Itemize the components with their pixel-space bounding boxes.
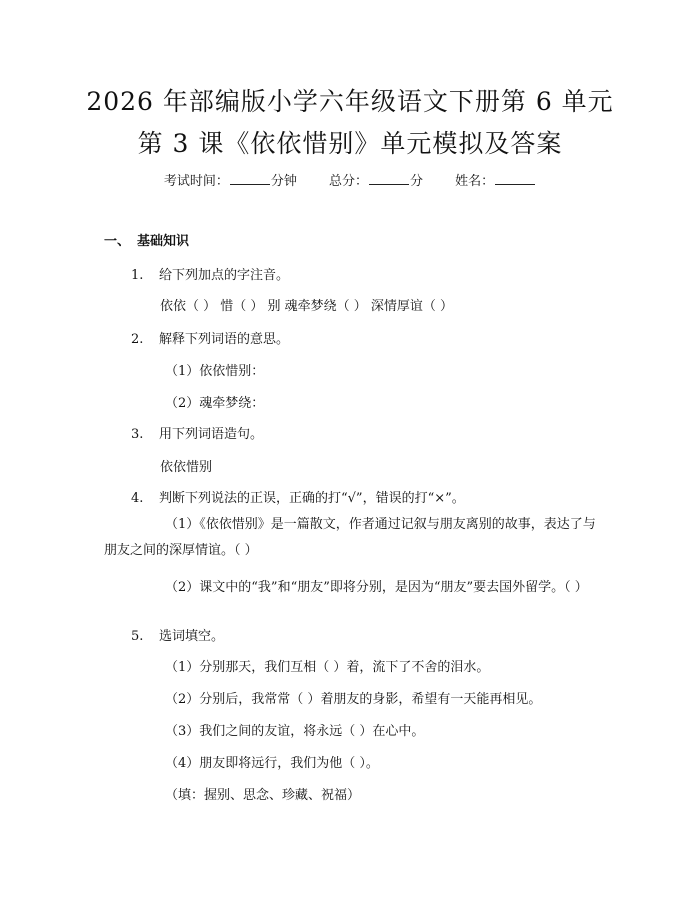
exam-time: [164, 170, 297, 189]
exam-meta: [0, 170, 700, 189]
exam-name-label: 姓名：: [455, 174, 495, 189]
question-text: 选词填空。: [159, 629, 225, 644]
exam-score-label: 总分：: [328, 174, 368, 189]
exam-score-unit: 分: [410, 174, 424, 189]
question-5-item: （3）我们之间的友谊，将永远（ ）在心中。: [165, 724, 425, 739]
question-number: 1.: [131, 268, 144, 283]
question-number: 5.: [131, 629, 144, 644]
question-number: 2.: [131, 332, 144, 347]
question-5-item: （4）朋友即将远行，我们为他（ ）。: [165, 756, 379, 771]
question-text: 用下列词语造句。: [159, 427, 264, 442]
exam-name-blank: [495, 172, 535, 185]
question-2-item: （2）魂牵梦绕：: [165, 396, 265, 411]
question-text: 判断下列说法的正误，正确的打“√”，错误的打“×”。: [159, 491, 465, 506]
question-3: [131, 423, 263, 442]
exam-score: [329, 170, 423, 189]
question-number: 4.: [131, 491, 144, 506]
question-text: 解释下列词语的意思。: [159, 332, 290, 347]
question-4-item: （2）课文中的“我”和“朋友”即将分别，是因为“朋友”要去国外留学。（ ）: [165, 580, 588, 595]
question-4: [131, 487, 465, 506]
question-5: [131, 625, 224, 644]
question-number: 3.: [131, 427, 144, 442]
doc-title-line2: 第 3 课《依依惜别》单元模拟及答案: [137, 129, 563, 158]
exam-time-label: 考试时间：: [163, 174, 229, 189]
exam-score-blank: [369, 172, 409, 185]
question-4-item: （1）《依依惜别》是一篇散文，作者通过记叙与朋友离别的故事，表达了与朋友之间的深厚情谊。（ ）: [104, 517, 596, 558]
question-1-detail: 依依（ ） 惜（ ） 别 魂牵梦绕（ ） 深情厚谊（ ）: [160, 299, 454, 314]
section-heading: [104, 230, 189, 249]
section-title: 基础知识: [137, 234, 190, 249]
exam-time-blank: [230, 172, 270, 185]
question-1: [131, 264, 289, 283]
question-2-item: （1）依依惜别：: [165, 364, 265, 379]
question-5-hint: （填：握别、思念、珍藏、祝福）: [165, 788, 361, 803]
exam-time-unit: 分钟: [270, 174, 297, 189]
question-5-item: （1）分别那天，我们互相（ ）着，流下了不舍的泪水。: [165, 660, 490, 675]
exam-name: [455, 170, 536, 189]
question-3-detail: 依依惜别: [160, 460, 213, 475]
section-number: 一、: [104, 234, 131, 249]
question-2: [131, 328, 289, 347]
question-5-item: （2）分别后，我常常（ ）着朋友的身影，希望有一天能再相见。: [165, 692, 542, 707]
question-text: 给下列加点的字注音。: [159, 268, 290, 283]
doc-title-line1: 2026 年部编版小学六年级语文下册第 6 单元: [86, 87, 614, 116]
